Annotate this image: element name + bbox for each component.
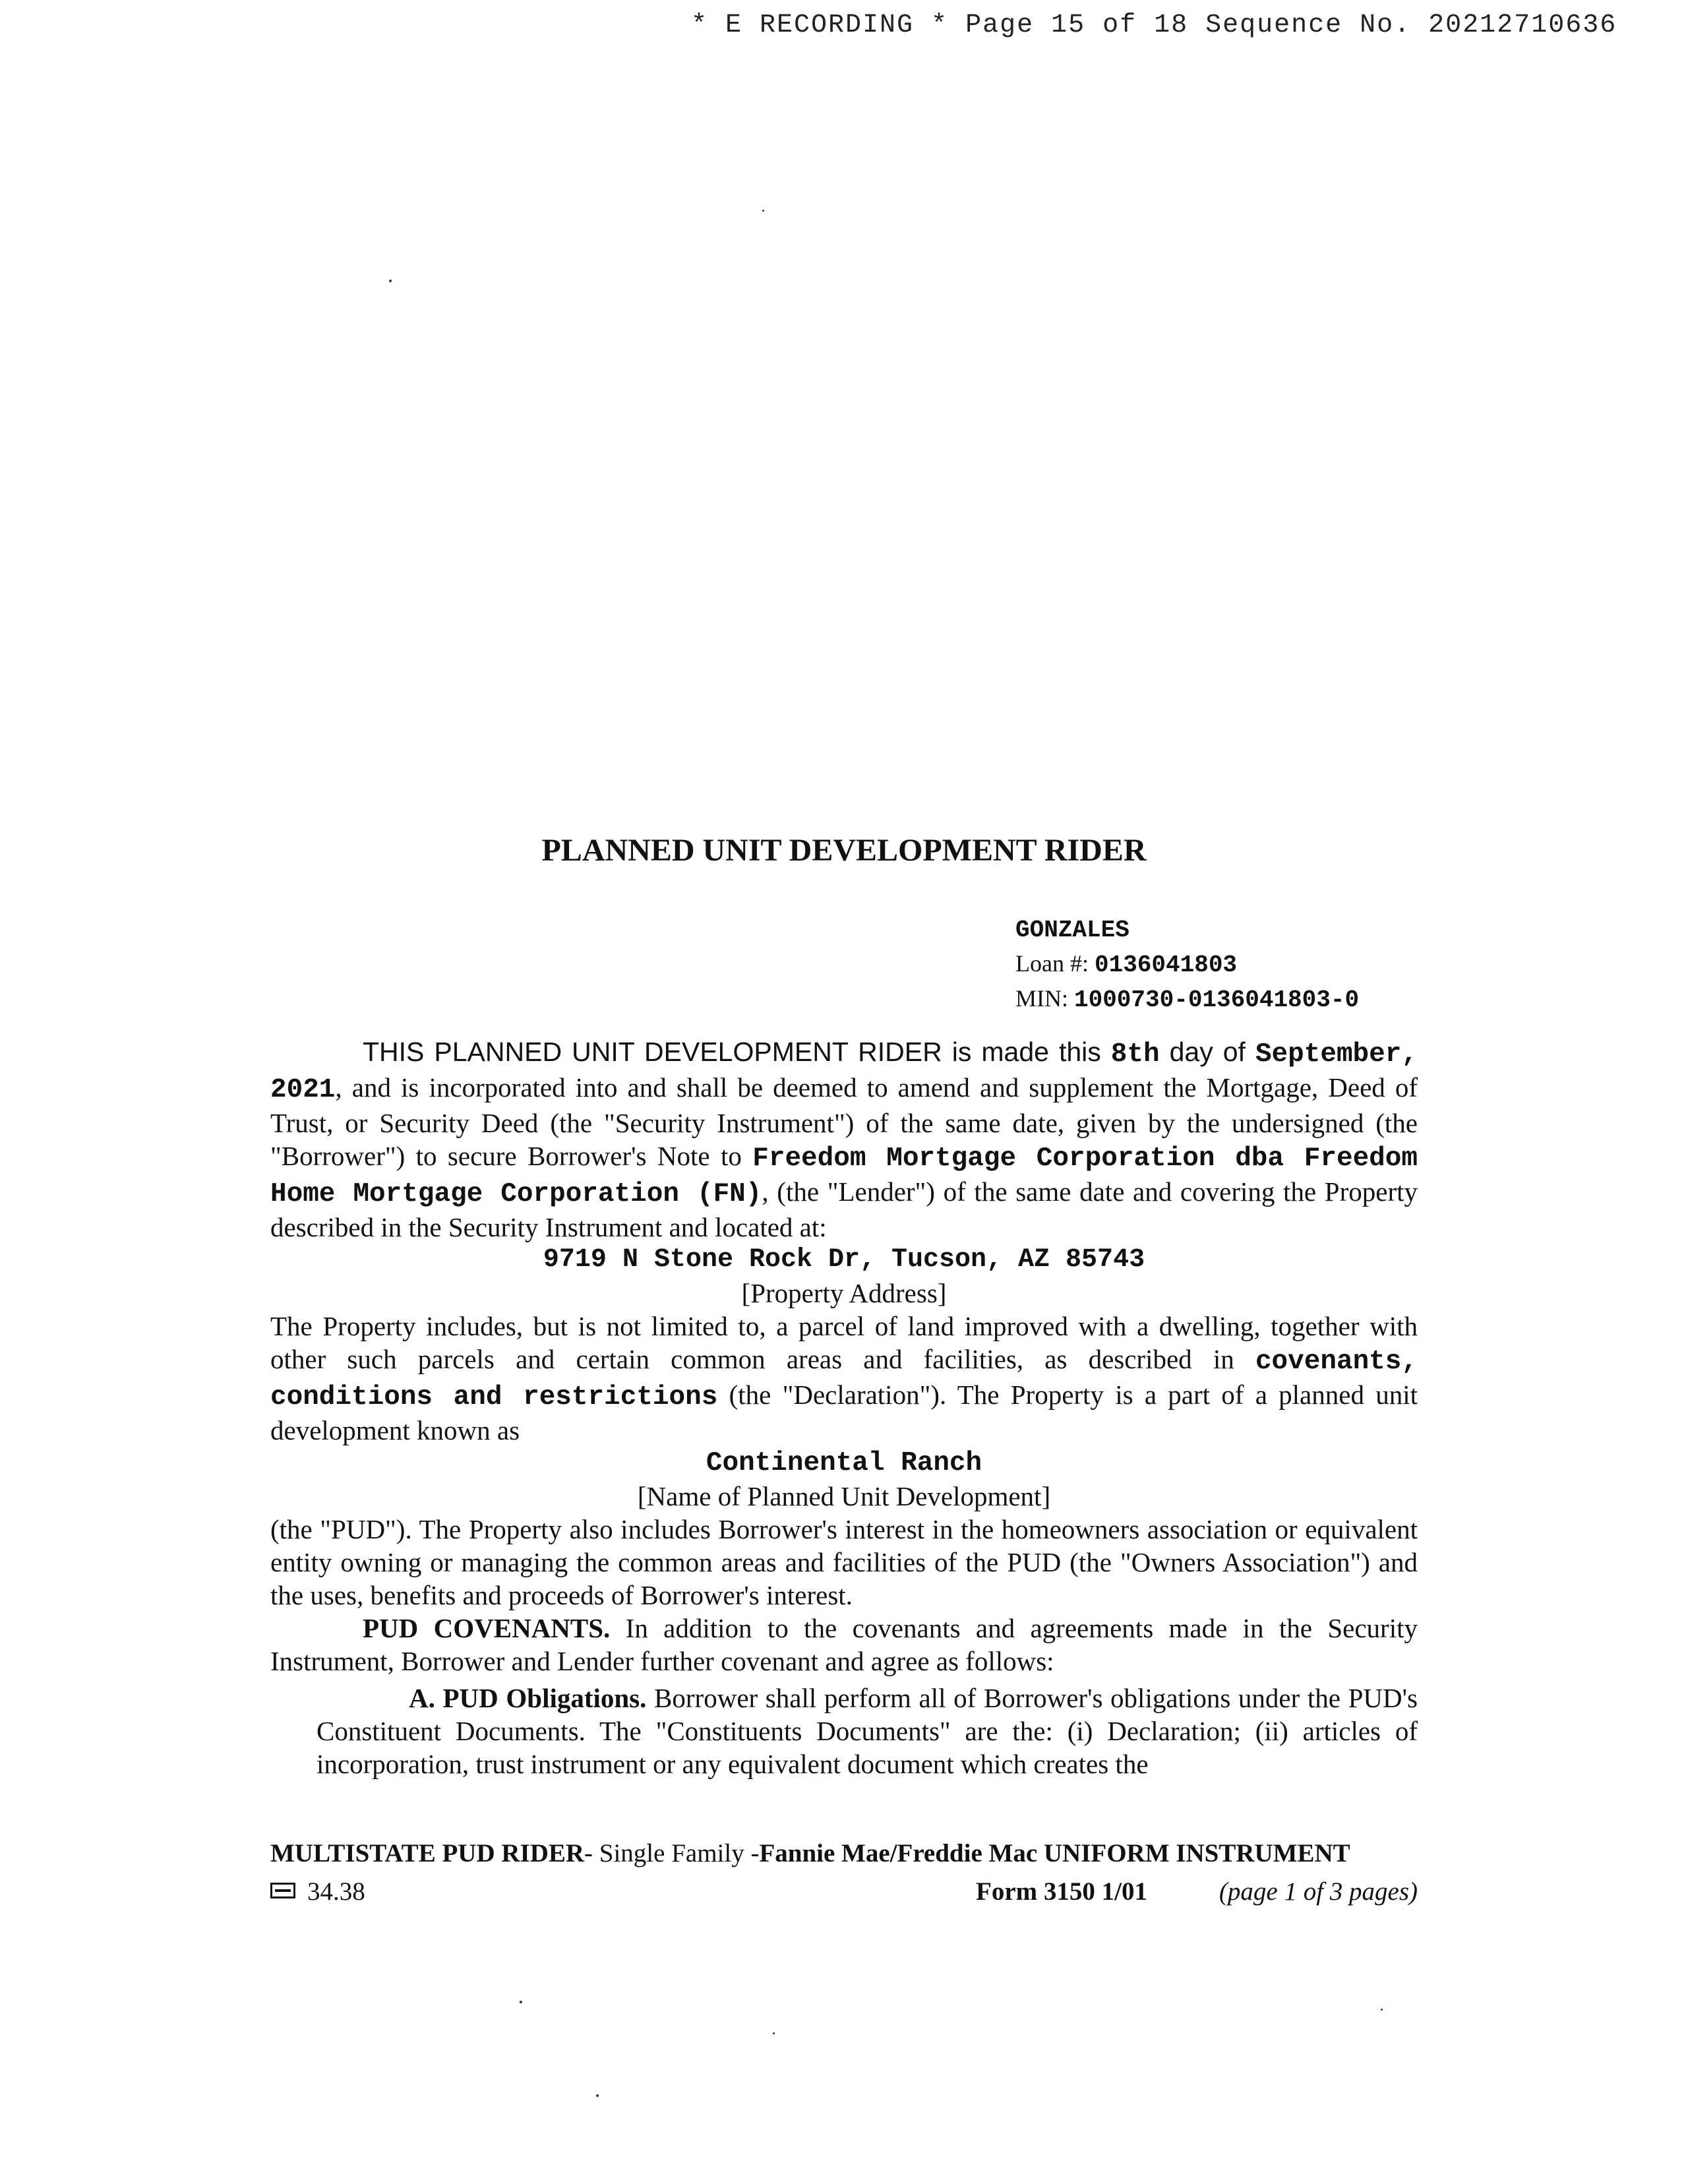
min-line xyxy=(1015,982,1359,1017)
footer-form-title xyxy=(270,1838,1418,1868)
scan-speck xyxy=(773,2032,775,2034)
borrower-name: GONZALES xyxy=(1015,917,1130,944)
footer-form-info xyxy=(270,1877,1418,1910)
intro-text-4: , (the "Lender") of the same date and covering the Property described in the Security Instrument and located at: xyxy=(270,1176,1418,1242)
property-address: 9719 N Stone Rock Dr, Tucson, AZ 85743 xyxy=(543,1245,1145,1275)
loan-number-line xyxy=(1015,947,1359,982)
loan-number: 0136041803 xyxy=(1094,952,1238,979)
intro-text-1: THIS PLANNED UNIT DEVELOPMENT RIDER is made this xyxy=(363,1037,1111,1067)
ex-icon xyxy=(270,1883,295,1898)
covenants-paragraph xyxy=(270,1612,1418,1678)
intro-paragraph xyxy=(270,1035,1418,1244)
pud-name-caption: [Name of Planned Unit Development] xyxy=(637,1481,1051,1511)
property-text-2: (the "Declaration"). The Property is a part of a planned unit development known as xyxy=(270,1380,1418,1445)
scan-speck xyxy=(762,210,764,212)
declaration-source: covenants, conditions and restrictions xyxy=(270,1347,1418,1412)
covenants-text: In addition to the covenants and agreements made in the Security Instrument, Borrower and Lender further covenant and agree as follows: xyxy=(270,1613,1418,1676)
covenant-a-text: Borrower shall perform all of Borrower's obligations under the PUD's Constituent Documents. The "Constituents Documents" are the: (i) Declaration; (ii) articles of incorporation, trust instrument or any equivalent document which creates the xyxy=(316,1683,1418,1779)
min-number: 1000730-0136041803-0 xyxy=(1074,986,1360,1014)
property-address-caption: [Property Address] xyxy=(741,1278,947,1308)
footer-code: 34.38 xyxy=(307,1877,365,1906)
covenant-a-heading: A. PUD Obligations. xyxy=(409,1683,647,1713)
min-label: MIN: xyxy=(1015,985,1074,1012)
footer-rider-name: MULTISTATE PUD RIDER xyxy=(270,1839,585,1867)
footer-page-count: (page 1 of 3 pages) xyxy=(1219,1877,1418,1906)
intro-text-3: , and is incorporated into and shall be deemed to amend and supplement the Mortgage, Deed of Trust, or Security Deed (the "Security Instrument") of the same date, given by the undersigned (the "Borrower") to secure Borrower's Note to xyxy=(270,1072,1418,1171)
scan-speck xyxy=(389,280,392,282)
footer-form-number: Form 3150 1/01 xyxy=(976,1877,1147,1906)
scan-speck xyxy=(1381,2009,1383,2011)
rider-day: 8th xyxy=(1110,1039,1160,1070)
footer-single-family: - Single Family - xyxy=(584,1839,760,1867)
loan-info-block xyxy=(1015,914,1359,1017)
document-body xyxy=(270,1035,1418,1780)
lender-name: Freedom Mortgage Corporation dba Freedom Home Mortgage Corporation (FN) xyxy=(270,1143,1418,1209)
pud-paragraph: (the "PUD"). The Property also includes Borrower's interest in the homeowners association or equivalent entity owning or managing the common areas and facilities of the PUD (the "Owners Association") and the uses, benefits and proceeds of Borrower's interest. xyxy=(270,1514,1418,1610)
intro-text-2: day of xyxy=(1159,1037,1255,1067)
loan-number-label: Loan #: xyxy=(1015,950,1095,977)
covenant-a-paragraph xyxy=(316,1682,1418,1780)
recording-stamp: * E RECORDING * Page 15 of 18 Sequence No. 20212710636 xyxy=(691,11,1617,40)
property-paragraph xyxy=(270,1310,1418,1447)
footer-uniform-instrument: Fannie Mae/Freddie Mac UNIFORM INSTRUMENT xyxy=(759,1839,1350,1867)
scan-speck xyxy=(596,2094,599,2097)
property-text-1: The Property includes, but is not limited to, a parcel of land improved with a dwelling, together with other such parcels and certain common areas and facilities, as described in xyxy=(270,1311,1418,1374)
rider-month-year: September, 2021 xyxy=(270,1039,1418,1105)
pud-name: Continental Ranch xyxy=(706,1448,982,1478)
document-title: PLANNED UNIT DEVELOPMENT RIDER xyxy=(541,833,1147,868)
scan-speck xyxy=(520,2001,522,2003)
covenants-heading: PUD COVENANTS. xyxy=(363,1613,611,1643)
